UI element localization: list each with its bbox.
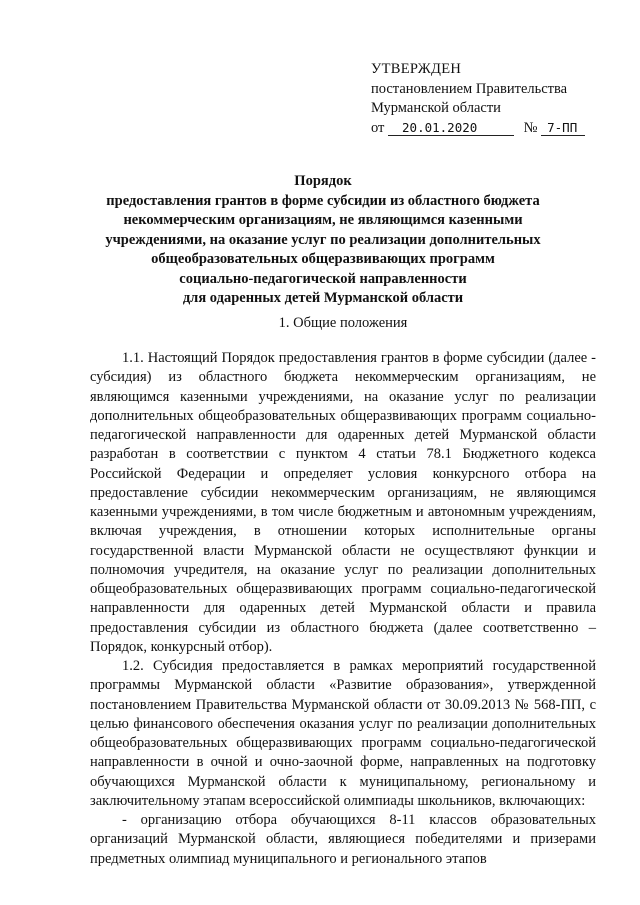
title-line-6: социально-педагогической направленности	[179, 270, 467, 287]
number-sign: №	[523, 119, 538, 136]
title-line-7: для одаренных детей Мурманской области	[182, 290, 464, 306]
approval-stamp	[371, 60, 585, 138]
paragraph-list-item: - организацию отбора обучающихся 8-11 классов образовательных организаций Мурманской области, являющиеся победителями и призерами предметных олимпиад муниципального и регионального этапов	[90, 812, 596, 867]
paragraph-1-1: 1.1. Настоящий Порядок предоставления грантов в форме субсидии (далее - субсидия) из областного бюджета некоммерческим организациям, не являющимся казенными учреждениями, на оказание услуг по реализации дополнительных общеобразовательных общеразвивающих программ социально-педагогической направленности для одаренных детей Мурманской области разработан в соответствии с пунктом 4 статьи 78.1 Бюджетного кодекса Российской Федерации и определяет условия конкурсного отбора на предоставление субсидии некоммерческим организациям, не являющимся казенными учреждениями, в том числе бюджетным и автономным учреждениям, включая учреждения, в отношении которых исполнительные органы государственной власти Мурманской области не осуществляют функции и полномочия учредителя, на оказание услуг по реализации дополнительных общеобразовательных общеразвивающих программ социально-педагогической направленности для одаренных детей Мурманской области и правила предоставления субсидии из областного бюджета (далее соответственно – Порядок, конкурсный отбор).	[90, 350, 596, 655]
document-body	[90, 349, 596, 869]
title-line-2: предоставления грантов в форме субсидии из областного бюджета	[106, 192, 540, 209]
approval-number: 7-ПП	[541, 120, 585, 136]
approval-heading: УТВЕРЖДЕН	[371, 61, 462, 77]
approval-line-2: Мурманской области	[371, 100, 501, 116]
title-line-1: Порядок	[294, 173, 352, 189]
paragraph-1-2: 1.2. Субсидия предоставляется в рамках мероприятий государственной программы Мурманской области «Развитие образования», утвержденной постановлением Правительства Мурманской области от 30.09.2013 № 568-ПП, с целью финансового обеспечения оказания услуг по реализации дополнительных общеобразовательных общеразвивающих программ социально-педагогической направленности в очной и очно-заочной форме, направленных на подготовку обучающихся Мурманской области к муниципальному, региональному и заключительному этапам всероссийской олимпиады школьников, включающих:	[90, 658, 596, 809]
approval-date: 20.01.2020	[388, 120, 514, 136]
document-title	[70, 172, 576, 309]
approval-date-row	[371, 119, 585, 139]
from-label: от	[371, 119, 385, 136]
title-line-5: общеобразовательных общеразвивающих программ	[151, 251, 495, 267]
section-heading: 1. Общие положения	[278, 315, 408, 331]
title-line-4: учреждениями, на оказание услуг по реализации дополнительных	[105, 231, 541, 248]
approval-line-1: постановлением Правительства	[371, 80, 568, 97]
title-line-3: некоммерческим организациям, не являющимся казенными	[123, 212, 523, 228]
